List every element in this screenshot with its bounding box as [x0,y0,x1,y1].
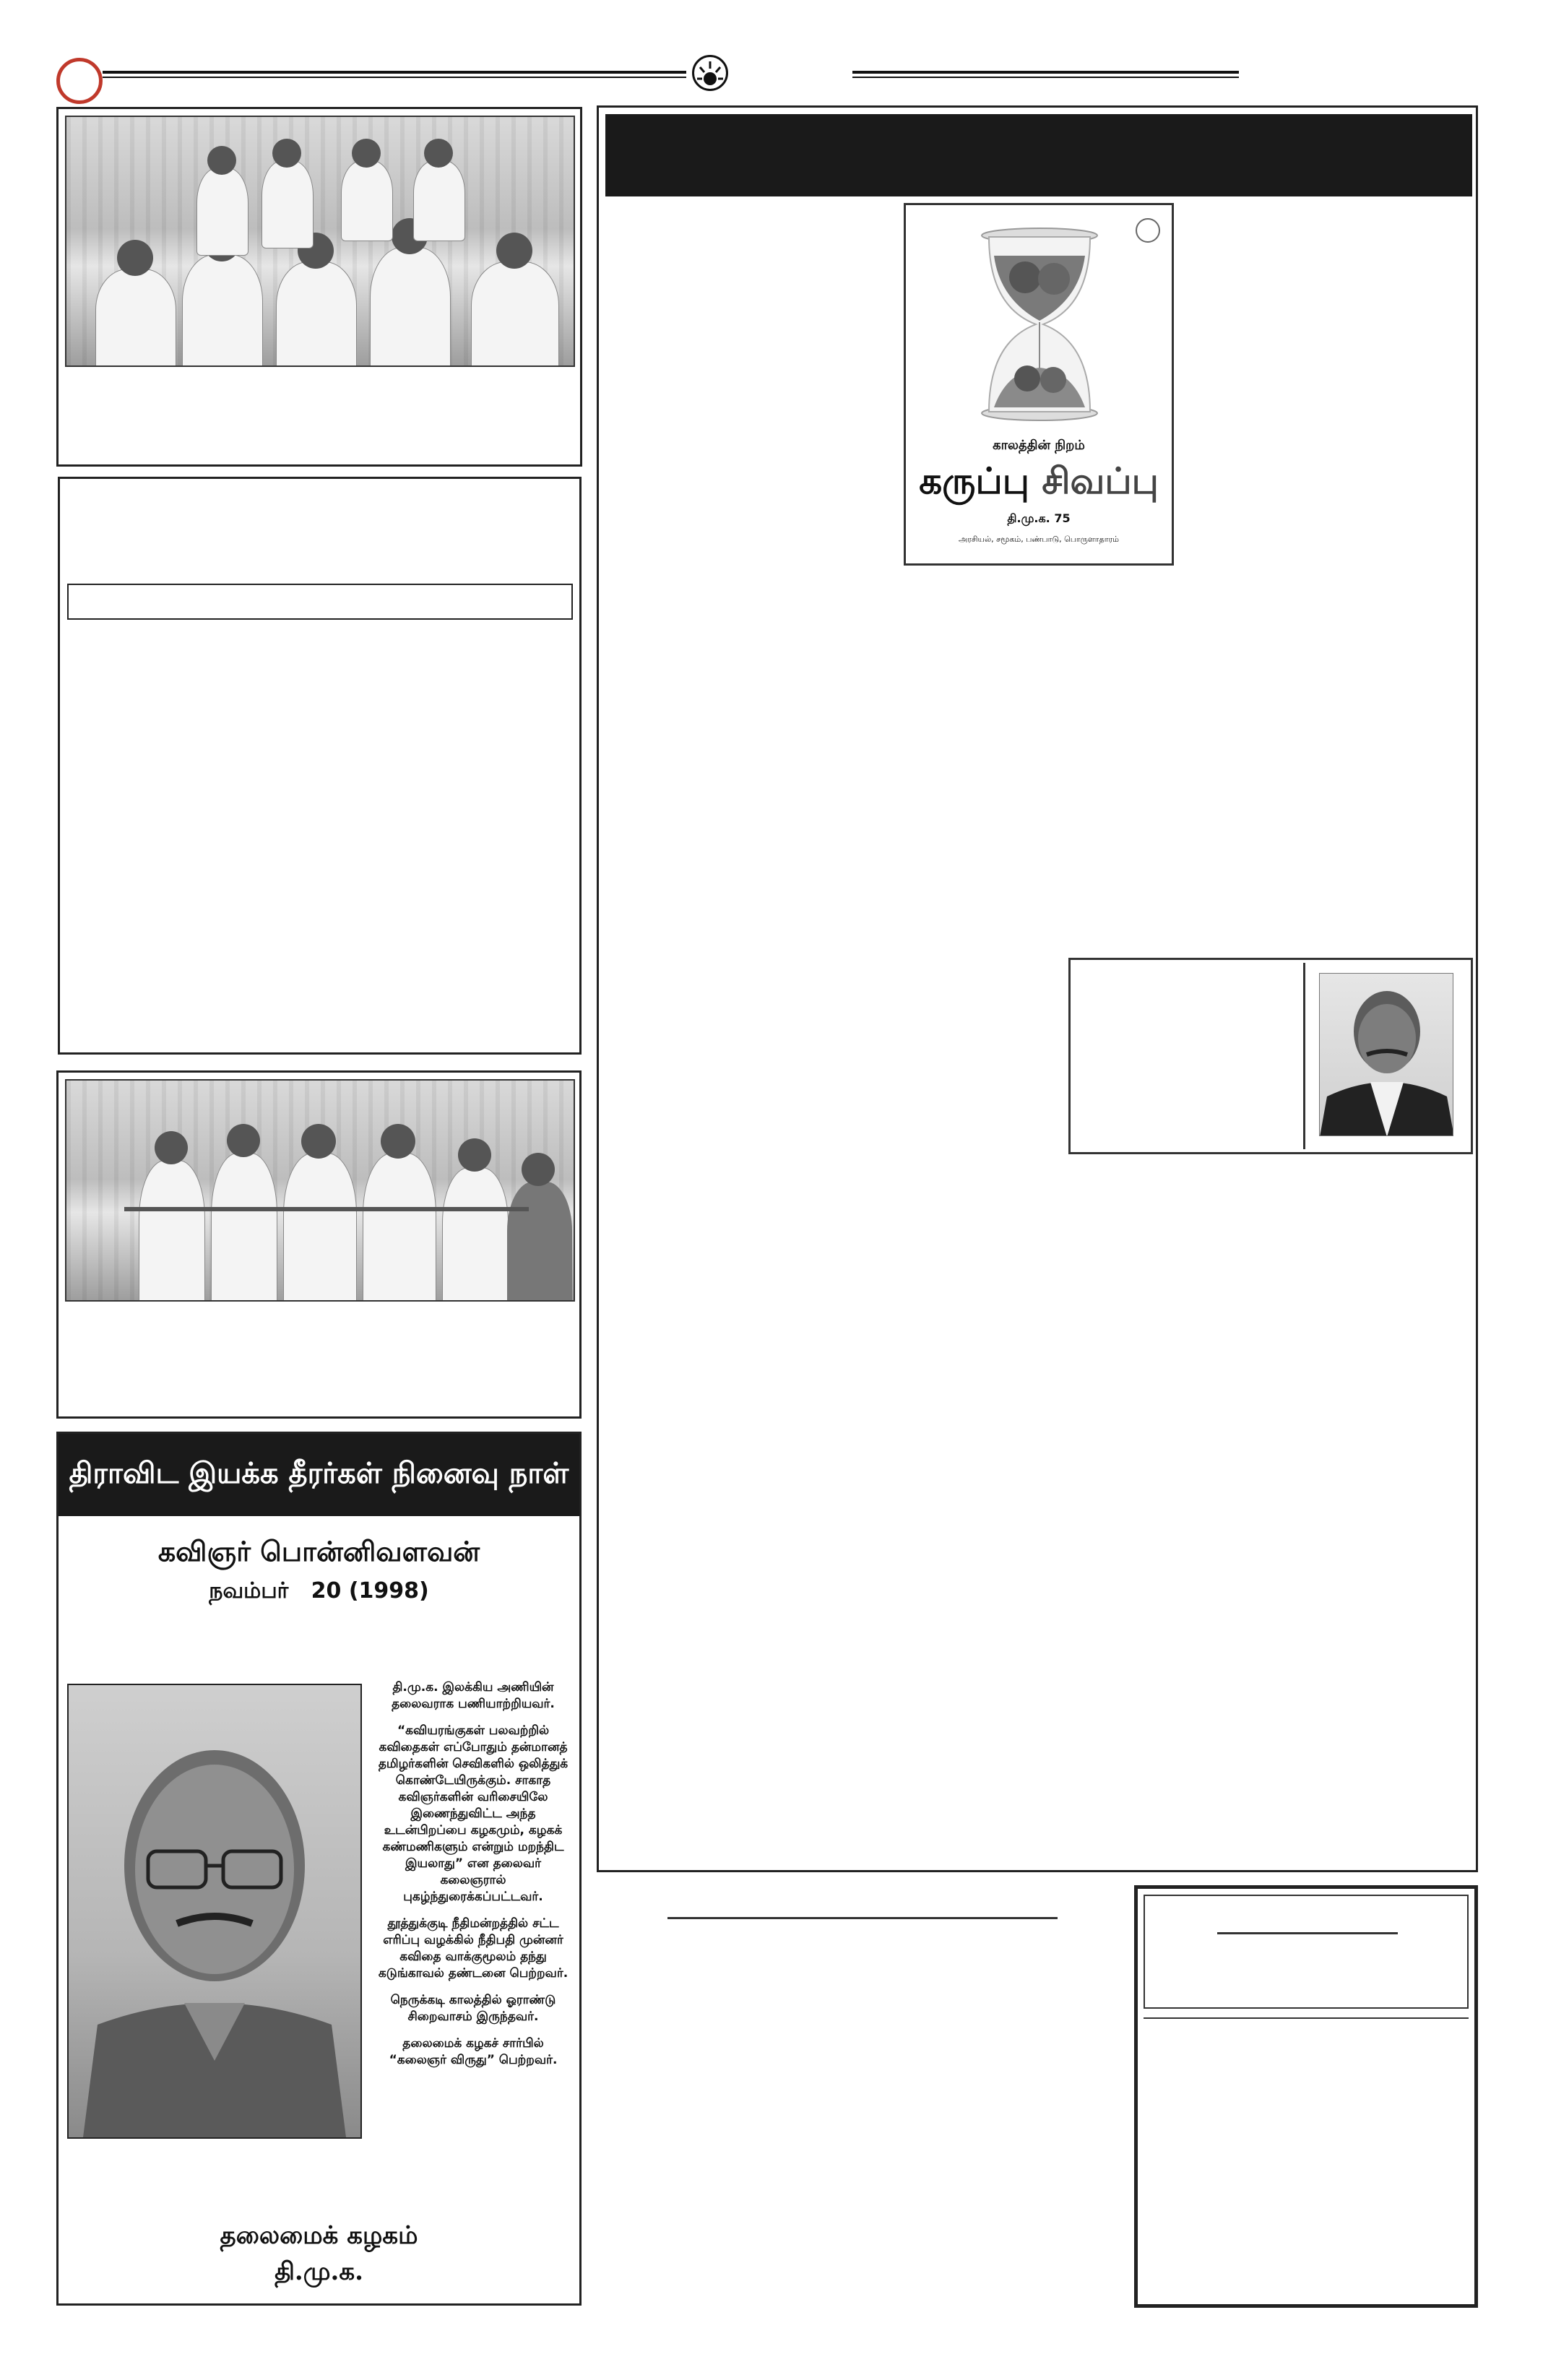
main-article-box [597,105,1478,1872]
news-box-2-inner-strip [67,584,573,620]
bio-paragraph: தி.மு.க. இலக்கிய அணியின் தலைவராக பணியாற்றியவர். [392,1680,555,1711]
bio-paragraph: தூத்துக்குடி நீதிமன்றத்தில் சட்ட எரிப்பு வழக்கில் நீதிபதி முன்னர் கவிதை வாக்குமூலம் தந்து கடுங்காவல் தண்டனை பெற்றவர். [378,1916,569,1981]
bio-paragraph: “கவியரங்குகள் பலவற்றில் கவிதைகள் எப்போதும் தன்மானத் தமிழர்களின் செவிகளில் ஒலித்துக் கொண்டேயிருக்கும். சாகாத கவிஞர்களின் வரிசையிலே இணைந்துவிட்ட அந்த உடன்பிறப்பை கழகமும், கழகக் கண்மணிகளும் என்றும் மறந்திட இயலாது” என தலைவர் கலைஞரால் புகழ்ந்துரைக்கப்பட்டவர். [378,1723,569,1904]
book-title-part2: சிவப்பு [1042,459,1159,502]
memorial-banner [59,1434,579,1516]
hourglass-graphic [978,227,1101,422]
masthead-rule-left [103,71,686,74]
sidebar-box-separator [1144,2017,1469,2019]
book-publisher-mark [1136,218,1160,243]
article-headline-band [605,114,1472,196]
book-cover [904,203,1174,566]
memorial-bio [375,1679,571,2079]
memorial-banner-title: திராவிட இயக்க தீரர்கள் நினைவு நாள் [69,1456,569,1490]
memorial-portrait [67,1684,362,2139]
book-subtitle: தி.மு.க. 75 [1007,511,1071,525]
book-tagline: அரசியல், சமூகம், பண்பாடு, பொருளாதாரம் [959,535,1119,544]
sidebar-box-inner-top [1144,1895,1469,2009]
author-inset-divider [1303,963,1305,1149]
sidebar-box-bottom-right [1134,1885,1478,2308]
masthead-rule-left-thin [103,77,686,78]
bottom-center-rule [667,1917,1058,1919]
bio-paragraph: தலைமைக் கழகச் சார்பில் “கலைஞர் விருது” பெற்றவர். [389,2036,558,2067]
photo-story-box-3 [56,1070,582,1419]
memorial-person-name: கவிஞர் பொன்னிவளவன் [157,1535,480,1567]
bio-paragraph: நெருக்கடி காலத்தில் ஓராண்டு சிறைவாசம் இருந்தவர். [390,1993,556,2024]
page-number-circle [56,58,103,104]
news-box-2 [58,477,582,1055]
author-portrait [1319,973,1453,1136]
memorial-footer-line1: தலைமைக் கழகம் [220,2221,418,2250]
author-inset-box [1068,958,1473,1154]
sun-rising-icon [692,55,728,91]
book-kicker: காலத்தின் நிறம் [993,438,1085,453]
masthead-rule-right [852,71,1239,74]
memorial-footer-line2: தி.மு.க. [275,2257,363,2286]
sidebar-box-heading-rule [1217,1932,1398,1934]
memorial-notice [56,1432,582,2306]
meeting-photo [65,116,575,367]
photo-story-box-1 [56,107,582,467]
memorial-date: நவம்பர் 20 (1998) [209,1578,429,1604]
book-title-part1: கருப்பு [919,459,1029,502]
book-title [906,459,1172,503]
ribbon-cutting-photo [65,1079,575,1302]
masthead-rule-right-thin [852,77,1239,78]
